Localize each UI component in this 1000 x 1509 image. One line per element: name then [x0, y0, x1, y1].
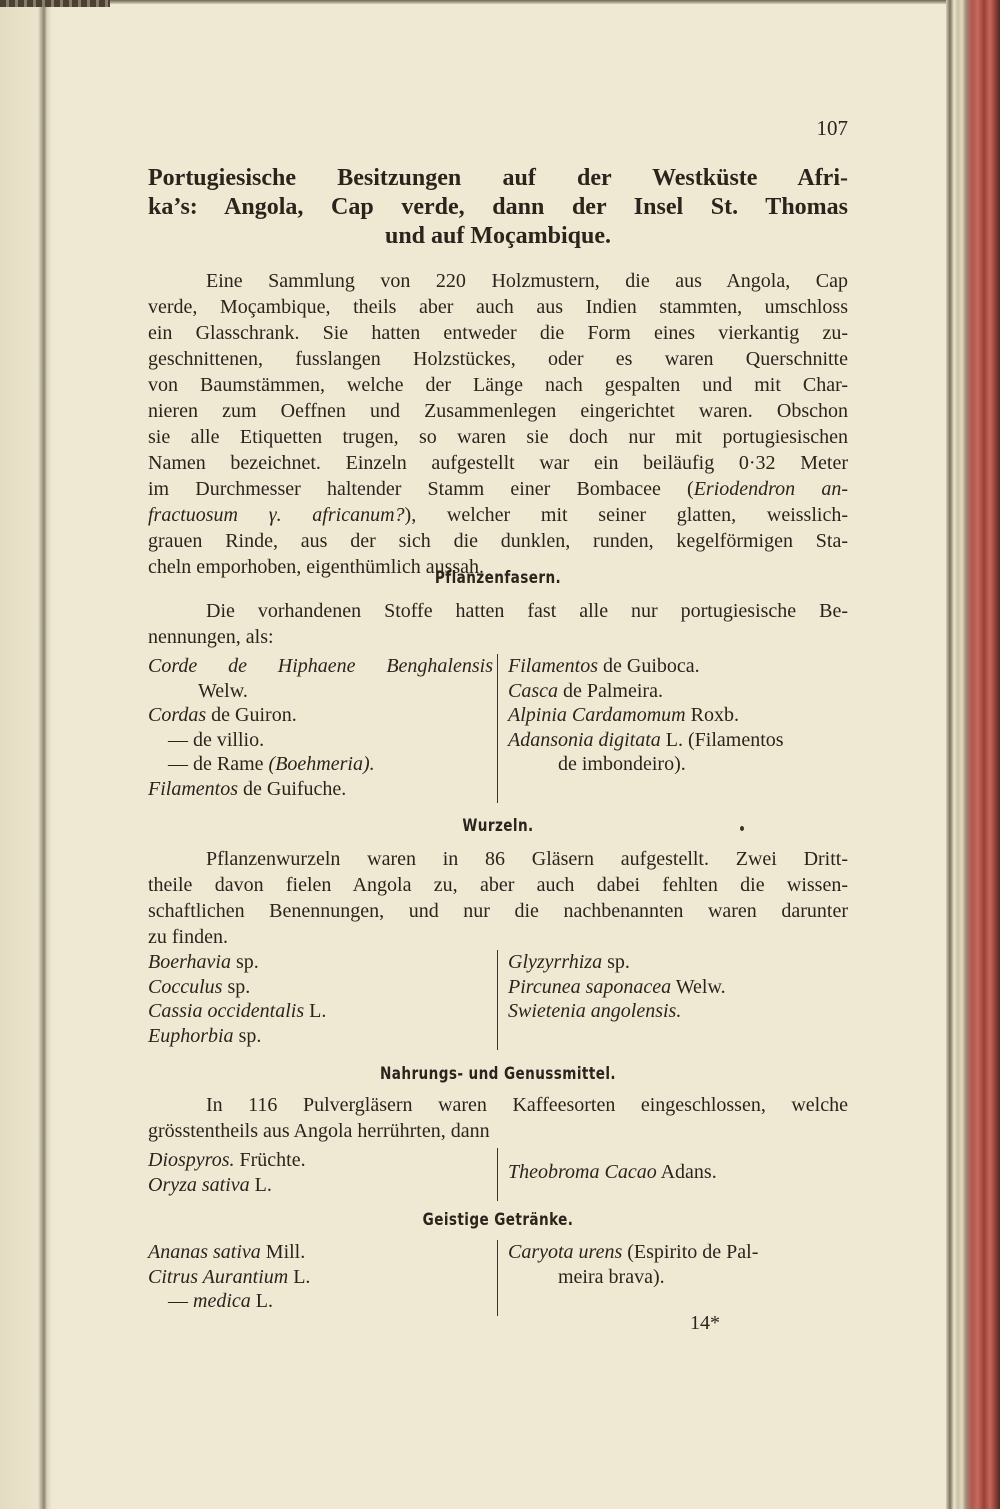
section-heading: Geistige Getränke. [422, 1210, 574, 1230]
text-line [148, 728, 493, 753]
text-line [148, 476, 848, 502]
text-line [508, 975, 853, 1000]
right-column [508, 950, 853, 1024]
text-run: de Guifuche. [238, 777, 347, 800]
text-line [508, 728, 853, 753]
text-run: sp. [230, 951, 259, 973]
text-run: L. [250, 1290, 273, 1312]
text-line [148, 1148, 493, 1173]
right-column [508, 654, 853, 777]
italic-term: medica [193, 1290, 251, 1312]
text-run: Mill. [260, 1241, 306, 1263]
text-run: L. (Filamentos [660, 728, 784, 751]
text-run: meira brava). [558, 1265, 665, 1288]
text-run: ein Glasschrank. Sie hatten entweder die Form eines vierkantig zu- [148, 322, 848, 344]
text-line: nennungen, als: [148, 626, 274, 648]
text-line [148, 999, 493, 1024]
page-number: 107 [816, 116, 848, 140]
text-line [148, 398, 848, 424]
italic-term: Boerhavia [148, 951, 231, 973]
italic-term: Cocculus [148, 975, 223, 998]
ink-speck [740, 826, 744, 831]
title-line: ka’s: Angola, Cap verde, dann der Insel St. Thomas [148, 194, 848, 220]
text-run: de Guiron. [206, 704, 297, 726]
text-line [148, 528, 848, 554]
italic-term: Adansonia digitata [508, 728, 661, 751]
italic-term: Eriodendron an- [693, 478, 848, 500]
text-run: grauen Rinde, aus der sich die dunklen, runden, kegelförmigen Sta- [148, 530, 848, 552]
text-run: Eine Sammlung von 220 Holzmustern, die aus Angola, Cap [206, 270, 848, 292]
text-run: cheln emporhoben, eigenthümlich aussah. [148, 556, 485, 578]
page-edge-line [110, 0, 950, 4]
text-line: In 116 Pulvergläsern waren Kaffeesorten eingeschlossen, welche [206, 1094, 848, 1116]
text-line [148, 424, 848, 450]
right-column [508, 1240, 853, 1289]
text-run: de Guiboca. [598, 655, 700, 677]
text-line [148, 502, 848, 528]
text-line [148, 1173, 493, 1198]
italic-term: Alpinia Cardamomum [508, 704, 686, 726]
right-column [508, 1160, 853, 1185]
text-line [148, 268, 848, 294]
text-line [508, 950, 853, 975]
section-paragraph [148, 598, 848, 650]
text-line: zu finden. [148, 926, 228, 948]
text-line [148, 950, 493, 975]
left-column [148, 654, 493, 801]
page-title [148, 164, 848, 251]
text-line: Pflanzenwurzeln waren in 86 Gläsern aufgestellt. Zwei Dritt- [206, 848, 848, 870]
text-line [148, 777, 493, 802]
italic-term: Corde de Hiphaene Benghalensis [148, 655, 493, 677]
column-divider [497, 1148, 498, 1201]
text-run: (Espirito de Pal- [622, 1241, 759, 1263]
section-heading: Pflanzenfasern. [434, 568, 562, 588]
text-line [148, 1240, 493, 1265]
text-line [148, 654, 493, 679]
book-gutter [0, 0, 52, 1509]
text-line [148, 372, 848, 398]
text-run: von Baumstämmen, welche der Länge nach gespalten und mit Char- [148, 374, 848, 396]
text-line [508, 752, 853, 777]
text-line: grösstentheils aus Angola herrührten, dann [148, 1120, 490, 1142]
italic-term: Casca [508, 679, 558, 702]
italic-term: fractuosum γ. africanum? [148, 504, 405, 526]
text-run: nieren zum Oeffnen und Zusammenlegen eingerichtet waren. Obschon [148, 400, 848, 422]
section-paragraph [148, 1092, 848, 1144]
section-heading: Wurzeln. [462, 816, 534, 836]
text-line [508, 1265, 853, 1290]
text-line [508, 999, 853, 1024]
text-line [508, 1240, 853, 1265]
column-divider [497, 1240, 498, 1316]
text-line: theile davon fielen Angola zu, aber auch dabei fehlten die wissen- [148, 874, 848, 896]
italic-term: Caryota urens [508, 1241, 623, 1263]
text-run: Roxb. [685, 704, 739, 726]
book-page-edges [946, 0, 1000, 1509]
italic-term: Citrus Aurantium [148, 1265, 289, 1288]
text-line [148, 346, 848, 372]
italic-term: Euphorbia [148, 1024, 234, 1047]
text-run: geschnittenen, fusslangen Holzstückes, oder es waren Querschnitte [148, 348, 848, 370]
text-line [508, 703, 853, 728]
text-run: ), welcher mit seiner glatten, weisslich- [404, 504, 848, 526]
text-line [508, 654, 853, 679]
text-run: — de villio. [168, 728, 265, 751]
italic-term: (Boehmeria). [268, 753, 375, 775]
text-line [148, 752, 493, 777]
text-run: de imbondeiro). [558, 753, 686, 775]
text-run: Namen bezeichnet. Einzeln aufgestellt war ein beiläufig 0·32 Meter [148, 452, 848, 474]
section-paragraph [148, 846, 848, 950]
intro-paragraph [148, 268, 848, 580]
text-run: sp. [222, 975, 251, 998]
left-column [148, 950, 493, 1048]
text-line: schaftlichen Benennungen, und nur die nachbenannten waren darunter [148, 900, 848, 922]
signature-mark: 14* [690, 1312, 720, 1334]
left-column [148, 1148, 493, 1197]
italic-term: Swietenia angolensis. [508, 1000, 682, 1022]
text-line [508, 679, 853, 704]
text-run: Früchte. [234, 1149, 306, 1171]
italic-term: Theobroma Cacao [508, 1161, 657, 1183]
left-column [148, 1240, 493, 1314]
text-run: — de Rame [168, 753, 269, 775]
column-divider [497, 654, 498, 803]
text-line [148, 679, 493, 704]
text-line [148, 1024, 493, 1049]
text-run: sp. [602, 951, 630, 973]
title-line: und auf Moçambique. [384, 223, 612, 249]
text-line: Die vorhandenen Stoffe hatten fast alle nur portugiesische Be- [206, 600, 848, 622]
text-run: L. [249, 1173, 272, 1196]
section-heading: Nahrungs- und Genussmittel. [380, 1064, 616, 1084]
text-run: Welw. [198, 679, 248, 702]
title-line: Portugiesische Besitzungen auf der Westküste Afri- [148, 165, 848, 191]
text-line [148, 320, 848, 346]
column-divider [497, 950, 498, 1050]
italic-term: Ananas sativa [148, 1241, 261, 1263]
text-run: — [168, 1290, 193, 1312]
text-run: Adans. [656, 1161, 717, 1183]
text-line [148, 1265, 493, 1290]
italic-term: Pircunea saponacea [508, 975, 672, 998]
italic-term: Diospyros. [148, 1149, 235, 1171]
italic-term: Filamentos [508, 655, 598, 677]
text-run: de Palmeira. [558, 679, 663, 702]
italic-term: Cordas [148, 704, 207, 726]
text-line [508, 1160, 853, 1185]
text-line [148, 294, 848, 320]
text-run: Welw. [671, 975, 726, 998]
text-run: im Durchmesser haltender Stamm einer Bombacee ( [148, 478, 694, 500]
italic-term: Cassia occidentalis [148, 1000, 305, 1022]
italic-term: Filamentos [148, 777, 238, 800]
page-edge-top [0, 0, 110, 7]
text-run: sp. [233, 1024, 262, 1047]
text-line [148, 975, 493, 1000]
text-run: verde, Moçambique, theils aber auch aus Indien stammten, umschloss [148, 296, 848, 318]
text-run: L. [288, 1265, 311, 1288]
text-run: L. [304, 1000, 327, 1022]
text-line [148, 1289, 493, 1314]
italic-term: Glyzyrrhiza [508, 951, 603, 973]
text-line [148, 450, 848, 476]
text-line [148, 703, 493, 728]
italic-term: Oryza sativa [148, 1173, 250, 1196]
text-run: sie alle Etiquetten trugen, so waren sie doch nur mit portugiesischen [148, 426, 848, 448]
